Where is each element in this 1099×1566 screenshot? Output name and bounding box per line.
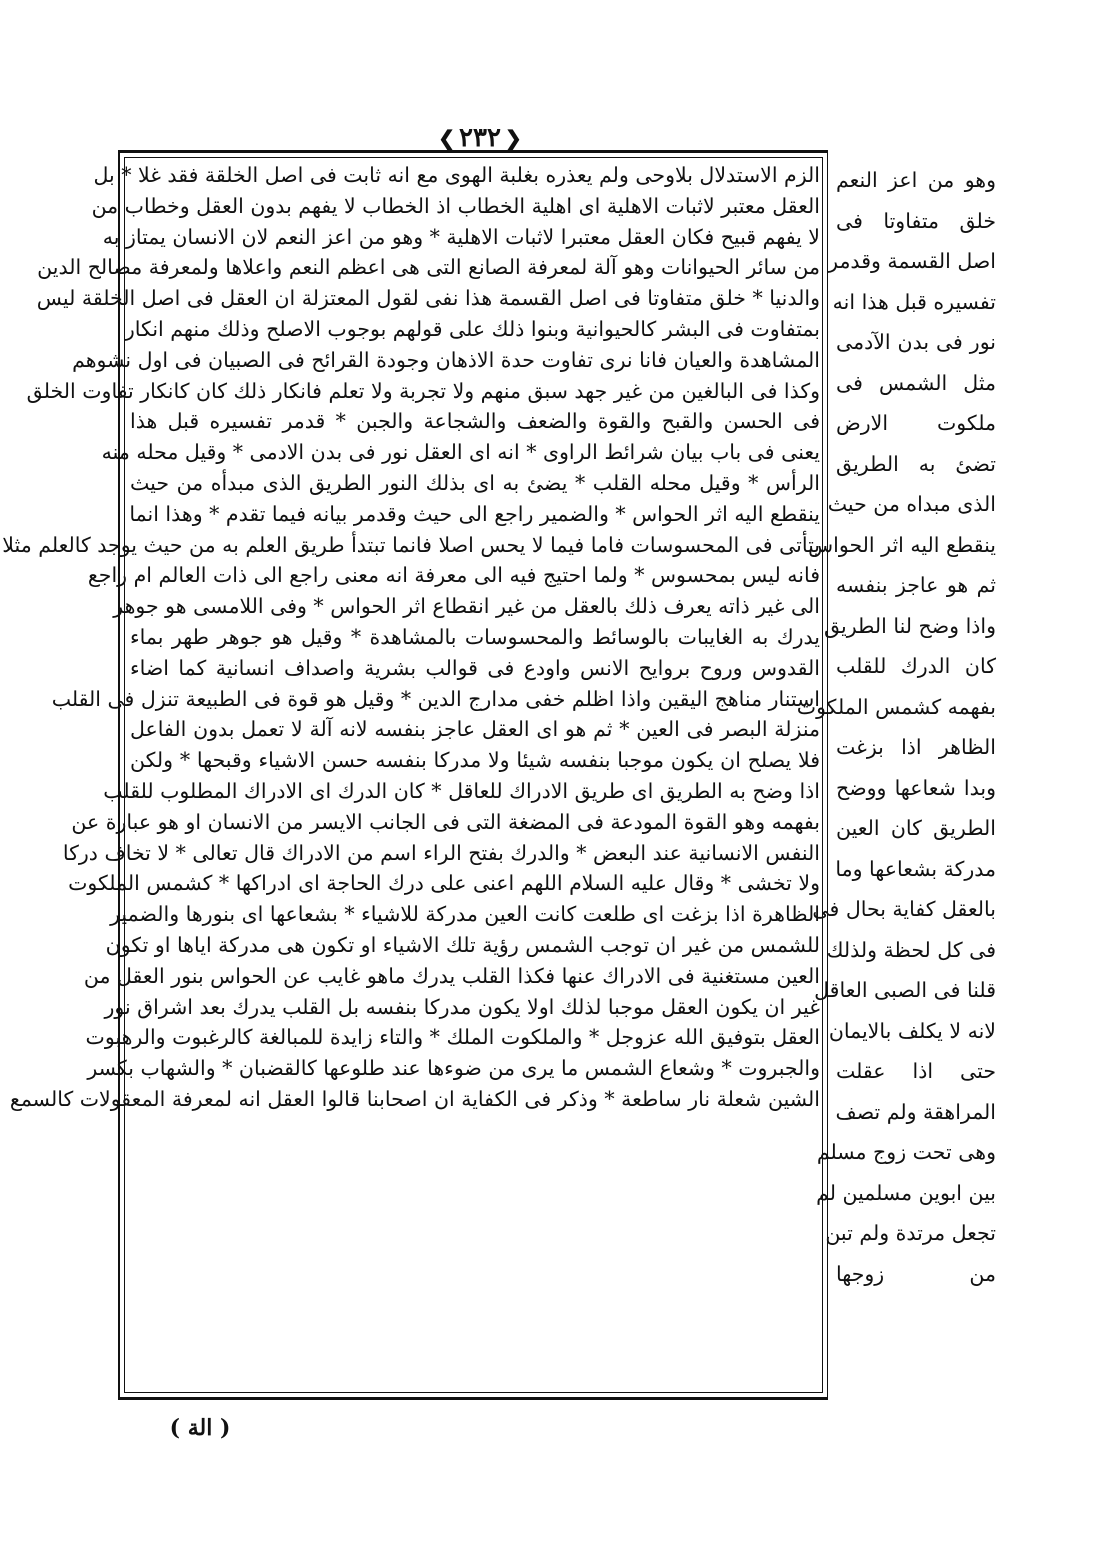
margin-text-line: الطريق كان العين bbox=[836, 816, 996, 840]
margin-text-line: تفسيره قبل هذا انه bbox=[832, 289, 996, 314]
main-text-line: والدنيا * خلق متفاوتا فى اصل القسمة هذا نفى لقول المعتزلة ان العقل فى اصل الخلقة ليس bbox=[36, 286, 820, 311]
margin-text-line: نور فى بدن الآدمى bbox=[836, 330, 996, 354]
margin-text-line: وبدا شعاعها ووضح bbox=[836, 775, 996, 800]
margin-text-line: كان الدرك للقلب bbox=[836, 654, 996, 678]
margin-text-line: مدركة بشعاعها وما bbox=[835, 856, 996, 881]
main-text-line: يعنى فى باب بيان شرائط الراوى * انه اى العقل نور فى بدن الادمى * وقيل محله منه bbox=[101, 440, 820, 465]
main-text-line: لا يفهم قبيح فكان العقل معتبرا لاثبات الاهلية * وهو من اعز النعم لان الانسان يمتاز به bbox=[102, 224, 820, 249]
margin-text-line: فى كل لحظة ولذلك bbox=[826, 937, 996, 962]
margin-text-line: تضئ به الطريق bbox=[836, 451, 996, 476]
margin-text-line: المراهقة ولم تصف bbox=[835, 1099, 996, 1124]
page-number-text: ٢٣٢ bbox=[459, 123, 501, 153]
main-text-line: يدرك به الغايبات بالوسائط والمحسوسات بالمشاهدة * وقيل هو جوهر طهر بماء bbox=[130, 624, 820, 649]
main-text-line: الزم الاستدلال بلاوحى ولم يعذره بغلبة الهوى مع انه ثابت فى اصل الخلقة فقد غلا * بل bbox=[93, 163, 820, 187]
main-text-line: النفس الانسانية عند البعض * والدرك بفتح الراء اسم من الادراك قال تعالى * لا تخاف دركا bbox=[62, 840, 820, 865]
main-text-line: وكذا فى البالغين من غير جهد سبق منهم ولا تجربة ولا تعلم فانكار ذلك كان كانكار تفاوت الخلق bbox=[26, 378, 820, 403]
main-text-line: من سائر الحيوانات وهو آلة لمعرفة الصانع التى هى اعظم النعم واعلاها ولمعرفة مصالح الدين bbox=[37, 255, 820, 280]
margin-text-line: قلنا فى الصبى العاقل bbox=[814, 978, 996, 1002]
main-text-line: استنار مناهج اليقين واذا اظلم خفى مدارج الدين * وقيل هو قوة فى الطبيعة تنزل فى القلب bbox=[51, 686, 820, 711]
margin-text-line: ينقطع اليه اثر الحواس bbox=[808, 532, 996, 557]
main-text-line: الرأس * وقيل محله القلب * يضئ به اى بذلك النور الطريق الذى مبدأه من حيث bbox=[130, 470, 820, 495]
main-text-line: العقل بتوفيق الله عزوجل * والملكوت الملك * والتاء زايدة للمبالغة كالرغبوت والرهبوت bbox=[85, 1025, 820, 1050]
main-text-line: منزلة البصر فى العين * ثم هو اى العقل عاجز بنفسه لانه آلة لا تعمل بدون الفاعل bbox=[130, 717, 820, 742]
left-ornament-icon: ❮ bbox=[504, 126, 522, 150]
margin-text-line: وهى تحت زوج مسلم bbox=[816, 1140, 996, 1164]
main-text-line: العقل معتبر لاثبات الاهلية اى اهلية الخطاب اذ الخطاب لا يفهم بدون العقل وخطاب من bbox=[91, 193, 820, 218]
margin-text-line: خلق متفاوتا فى bbox=[836, 208, 996, 233]
main-text-block bbox=[2, 160, 820, 1390]
main-text-line: الظاهرة اذا بزغت اى طلعت كانت العين مدركة للاشياء * بشعاعها اى بنورها والضمير bbox=[110, 902, 820, 927]
main-text-line: بمتفاوت فى البشر كالحيوانية وبنوا ذلك على قولهم بوجوب الاصلح وذلك منهم انكار bbox=[124, 316, 820, 341]
margin-text-line: ثم هو عاجز بنفسه bbox=[836, 573, 996, 597]
main-text-line: فى الحسن والقبح والقوة والضعف والشجاعة والجبن * قدمر تفسيره قبل هذا bbox=[130, 409, 820, 434]
margin-text-line: مثل الشمس فى bbox=[836, 370, 996, 395]
margin-text-line: حتى اذا عقلت bbox=[836, 1059, 996, 1083]
main-text-line: غير ان يكون العقل موجبا لذلك اولا يكون مدركا بنفسه بل القلب يدرك بعد اشراق نور bbox=[104, 994, 820, 1019]
margin-text-line: ملكوت الارض bbox=[836, 411, 996, 435]
margin-commentary bbox=[796, 160, 996, 1340]
main-text-line: يتأتى فى المحسوسات فاما فيما لا يحس اصلا فانما تبتدأ طريق العلم به من حيث يوجد كالعلم مثلا bbox=[2, 532, 820, 557]
main-text-line: فلا يصلح ان يكون موجبا بنفسه شيئا ولا مدركا بنفسه حسن الاشياء وقبحها * ولكن bbox=[130, 748, 820, 773]
main-text-line: اذا وضح به الطريق اى طريق الادراك للعاقل * كان الدرك اى الادراك المطلوب للقلب bbox=[103, 778, 820, 803]
right-ornament-icon: ❯ bbox=[438, 126, 456, 150]
margin-text-line: الذى مبداه من حيث bbox=[827, 492, 996, 516]
margin-text-line: اصل القسمة وقدمر bbox=[828, 249, 996, 273]
margin-text-line: تجعل مرتدة ولم تبن bbox=[825, 1221, 996, 1245]
main-text-line: الى غير ذاته يعرف ذلك بالعقل من غير انقطاع اثر الحواس * وفى اللامسى هو جوهر bbox=[113, 594, 820, 619]
main-text-line: بفهمه وهو القوة المودعة فى المضغة التى فى الجانب الايسر من الانسان او هو عبارة عن bbox=[71, 809, 820, 834]
main-text-line: القدوس وروح بروايح الانس واودع فى قوالب بشرية واصداف انسانية كما اضاء bbox=[130, 655, 820, 680]
main-text-line: ينقطع اليه اثر الحواس * والضمير راجع الى حيث وقدمر بيانه فيما تقدم * وهذا انما bbox=[129, 501, 820, 526]
main-text-line: الشين شعلة نار ساطعة * وذكر فى الكفاية ان اصحابنا قالوا العقل انه لمعرفة المعقولات كالسمع bbox=[9, 1086, 820, 1111]
main-text-line: والجبروت * وشعاع الشمس ما يرى من ضوءها عند طلوعها كالقضبان * والشهاب بكسر bbox=[87, 1056, 820, 1081]
margin-text-line: بالعقل كفاية بحال فى bbox=[812, 897, 996, 921]
margin-text-line: الظاهر اذا بزغت bbox=[836, 735, 996, 759]
main-text-line: ولا تخشى * وقال عليه السلام اللهم اعنى على درك الحاجة اى ادراكها * كشمس الملكوت bbox=[68, 871, 820, 896]
catchword: ( الة ) bbox=[169, 1415, 231, 1441]
margin-text-line: واذا وضح لنا الطريق bbox=[823, 613, 996, 638]
main-text-line: المشاهدة والعيان فانا نرى تفاوت حدة الاذهان وجودة القرائح فى الصبيان فى اول نشوهم bbox=[72, 347, 820, 372]
margin-text-line: من زوجها bbox=[836, 1261, 996, 1286]
main-text-line: العين مستغنية فى الادراك عنها فكذا القلب يدرك ماهو غايب عن الحواس بنور العقل من bbox=[83, 963, 820, 988]
margin-text-line: بفهمه كشمس الملكوت bbox=[796, 694, 996, 719]
margin-text-line: لانه لا يكلف بالايمان bbox=[828, 1018, 996, 1043]
main-text-line: فانه ليس بمحسوس * ولما احتيج فيه الى معرفة انه معنى راجع الى ذات العالم ام راجع bbox=[87, 563, 820, 588]
margin-text-line: بين ابوين مسلمين لم bbox=[816, 1180, 996, 1205]
main-text-line: للشمس من غير ان توجب الشمس رؤية تلك الاشياء او تكون هى مدركة اياها او تكون bbox=[105, 932, 820, 957]
margin-text-line: وهو من اعز النعم bbox=[836, 168, 996, 192]
